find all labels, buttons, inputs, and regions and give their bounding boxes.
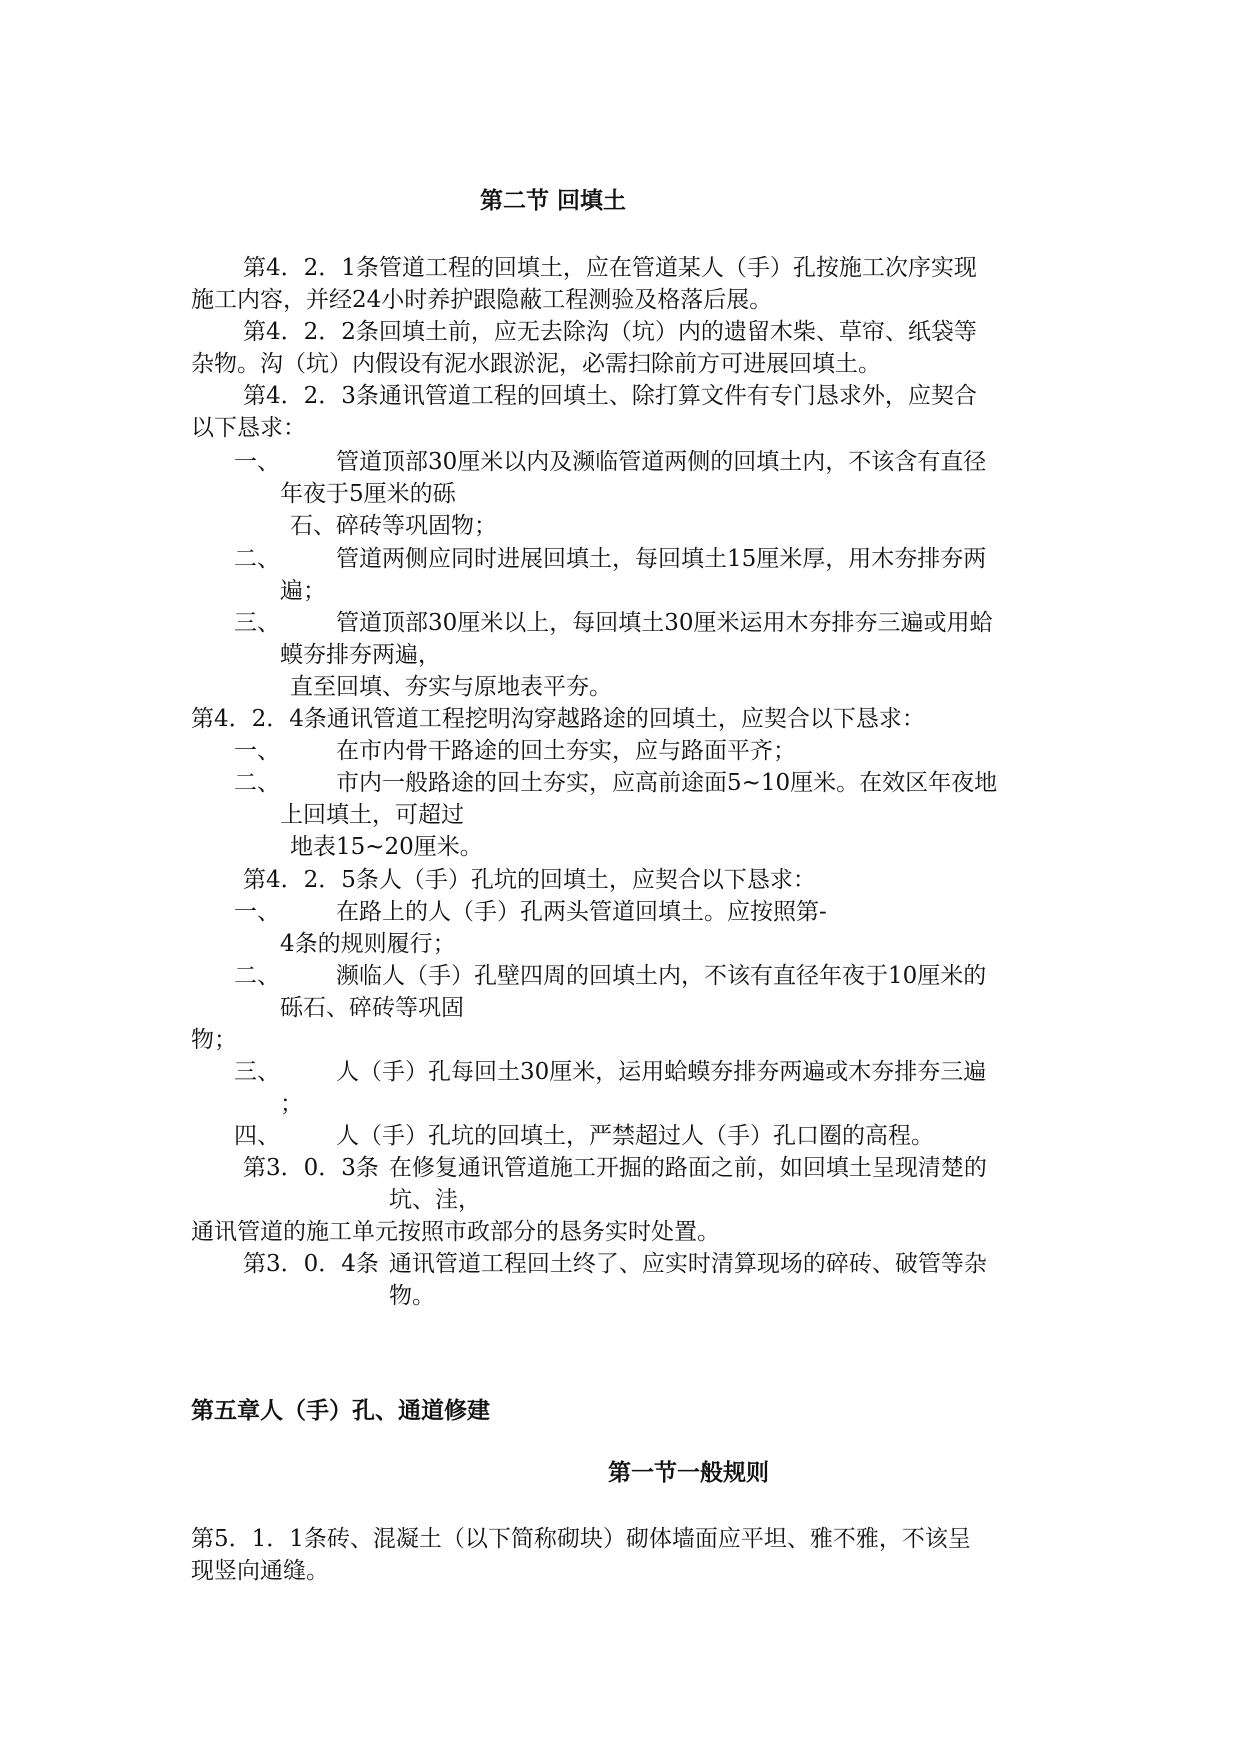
item-text: 市内一般路途的回土夯实，应高前途面5~10厘米。在效区年夜地	[336, 770, 998, 796]
clause-4-2-4	[191, 703, 1041, 735]
item-number: 三、	[234, 1059, 280, 1085]
clause-4-2-3-item-2	[234, 543, 1084, 607]
item-text: 在市内骨干路途的回土夯实，应与路面平齐；	[336, 738, 796, 764]
clause-4-2-5-item-2	[191, 960, 1084, 1056]
clause-4-2-3	[191, 380, 1041, 444]
clause-4-2-5-item-4	[234, 1120, 1084, 1152]
clause-number: 第3．0．4条	[243, 1251, 379, 1277]
item-text: 年夜于5厘米的砾	[280, 481, 456, 507]
clause-3-0-4	[191, 1248, 1041, 1312]
item-text: 4条的规则履行；	[280, 931, 456, 957]
clause-text: 物。	[389, 1283, 435, 1309]
clause-4-2-4-item-2	[234, 767, 1084, 863]
section-title: 第二节 回填土	[480, 187, 627, 214]
clause-line: 第5．1．1条砖、混凝土（以下简称砌块）砌体墙面应平坦、雅不雅，不该呈	[191, 1526, 971, 1552]
clause-text: 在修复通讯管道施工开掘的路面之前，如回填土呈现清楚的	[388, 1155, 987, 1181]
clause-line: 第4．2．2条回填土前，应无去除沟（坑）内的遗留木柴、草帘、纸袋等	[243, 319, 977, 345]
item-text: 地表15~20厘米。	[290, 834, 483, 860]
item-text: 上回填土，可超过	[280, 802, 464, 828]
item-number: 二、	[234, 770, 280, 796]
item-number: 二、	[234, 546, 280, 572]
clause-4-2-5	[191, 864, 1041, 896]
clause-4-2-1	[191, 252, 1041, 316]
item-text: 管道顶部30厘米以内及濒临管道两侧的回填土内，不该含有直径	[336, 449, 987, 475]
clause-line: 第4．2．4条通讯管道工程挖明沟穿越路途的回填土，应契合以下恳求：	[191, 706, 925, 732]
clause-4-2-2	[191, 316, 1041, 380]
item-number: 一、	[234, 899, 280, 925]
clause-text: 通讯管道的施工单元按照市政部分的恳务实时处置。	[191, 1219, 720, 1245]
item-number: 四、	[234, 1123, 280, 1149]
item-text: 管道顶部30厘米以上，每回填土30厘米运用木夯排夯三遍或用蛤	[336, 610, 993, 636]
item-text: 砾石、碎砖等巩固	[280, 995, 464, 1021]
item-number: 二、	[234, 963, 280, 989]
item-number: 一、	[234, 449, 280, 475]
clause-line: 杂物。沟（坑）内假设有泥水跟淤泥，必需扫除前方可进展回填土。	[191, 351, 881, 377]
clause-3-0-3	[191, 1152, 1041, 1248]
clause-4-2-4-item-1	[234, 735, 1084, 767]
item-text: 濒临人（手）孔壁四周的回填土内，不该有直径年夜于10厘米的	[336, 963, 987, 989]
item-text: 人（手）孔坑的回填土，严禁超过人（手）孔口圈的高程。	[336, 1123, 934, 1149]
item-text: 蟆夯排夯两遍，	[280, 642, 441, 668]
clause-line: 施工内容，并经24小时养护跟隐蔽工程测验及格落后展。	[191, 287, 773, 313]
chapter-title: 第五章人（手）孔、通道修建	[191, 1397, 490, 1424]
item-text: 石、碎砖等巩固物；	[290, 513, 497, 539]
clause-number: 第3．0．3条	[243, 1155, 379, 1181]
item-number: 一、	[234, 738, 280, 764]
clause-4-2-3-item-1	[234, 446, 1084, 542]
clause-line: 以下恳求：	[191, 415, 306, 441]
item-number: 三、	[234, 610, 280, 636]
item-text: 遍；	[280, 578, 326, 604]
clause-text: 通讯管道工程回土终了、应实时清算现场的碎砖、破管等杂	[388, 1251, 987, 1277]
section-title: 第一节一般规则	[608, 1459, 769, 1486]
clause-5-1-1	[191, 1523, 1041, 1587]
item-text: 物；	[191, 1027, 237, 1053]
clause-line: 第4．2．3条通讯管道工程的回填土、除打算文件有专门恳求外，应契合	[243, 383, 977, 409]
clause-4-2-5-item-3	[234, 1056, 1084, 1120]
clause-text: 坑、洼，	[389, 1187, 481, 1213]
clause-line: 第4．2．5条人（手）孔坑的回填土，应契合以下恳求：	[243, 867, 816, 893]
item-text: 直至回填、夯实与原地表平夯。	[290, 674, 612, 700]
clause-line: 现竖向通缝。	[191, 1558, 329, 1584]
item-text: ；	[280, 1091, 303, 1117]
item-text: 管道两侧应同时进展回填土，每回填土15厘米厚，用木夯排夯两	[336, 546, 987, 572]
item-text: 在路上的人（手）孔两头管道回填土。应按照第-	[336, 899, 827, 925]
item-text: 人（手）孔每回土30厘米，运用蛤蟆夯排夯两遍或木夯排夯三遍	[336, 1059, 987, 1085]
clause-line: 第4．2．1条管道工程的回填土，应在管道某人（手）孔按施工次序实现	[243, 255, 977, 281]
clause-4-2-5-item-1	[234, 896, 1084, 960]
clause-4-2-3-item-3	[234, 607, 1084, 703]
